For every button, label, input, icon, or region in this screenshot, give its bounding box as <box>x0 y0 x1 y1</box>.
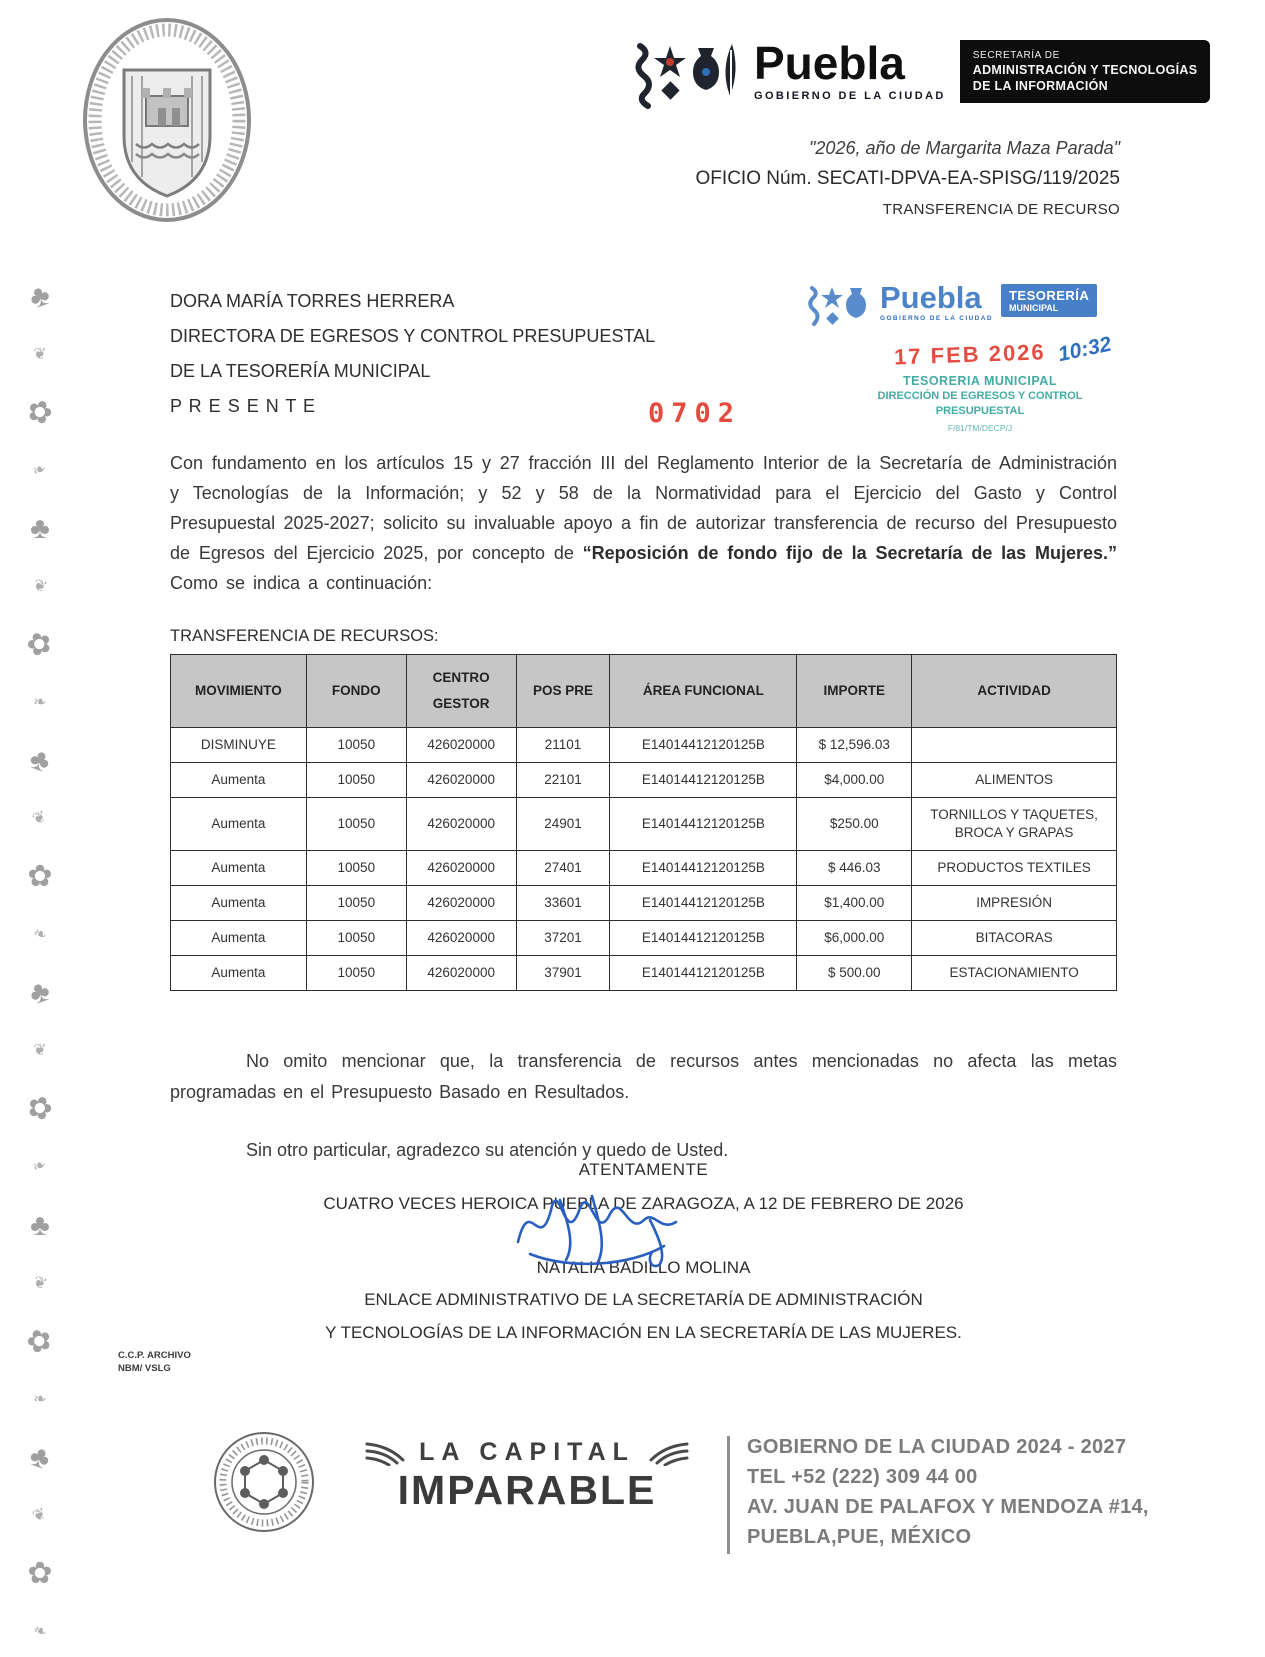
table-cell: $ 12,596.03 <box>797 728 912 763</box>
table-cell: 10050 <box>306 728 406 763</box>
table-cell: 24901 <box>516 798 610 851</box>
signer-title: ENLACE ADMINISTRATIVO DE LA SECRETARÍA DE ADMINISTRACIÓN <box>364 1290 923 1309</box>
transfer-table-head <box>171 655 1117 728</box>
table-cell: PRODUCTOS TEXTILES <box>912 851 1117 886</box>
table-cell: E14014412120125B <box>610 851 797 886</box>
talavera-ornament-icon: ♣ <box>25 741 56 780</box>
table-cell: $4,000.00 <box>797 763 912 798</box>
table-cell: $1,400.00 <box>797 886 912 921</box>
signer-title: Y TECNOLOGÍAS DE LA INFORMACIÓN EN LA SECRETARÍA DE LAS MUJERES. <box>325 1323 962 1342</box>
table-cell: 37901 <box>516 956 610 991</box>
talavera-ornament-icon: ♣ <box>24 277 55 316</box>
ccp-block <box>118 1349 191 1375</box>
signer-name: NATALIA BADILLO MOLINA <box>536 1258 751 1277</box>
tesoreria-box-line: TESORERÍA <box>1008 288 1090 303</box>
stamp-office-line: TESORERIA MUNICIPAL <box>903 374 1057 388</box>
table-cell: 10050 <box>306 851 406 886</box>
talavera-ornament-icon: ♣ <box>30 1208 50 1242</box>
table-cell: 27401 <box>516 851 610 886</box>
table-cell: Aumenta <box>171 851 307 886</box>
table-header-cell: ACTIVIDAD <box>912 655 1117 728</box>
footer-phone-line: TEL +52 (222) 309 44 00 <box>747 1466 978 1488</box>
stamp-reference: F/81/TM/DECP/J <box>947 423 1013 433</box>
wing-icon <box>365 1440 409 1466</box>
table-cell: DISMINUYE <box>171 728 307 763</box>
table-header-cell: FONDO <box>306 655 406 728</box>
transfer-table <box>170 654 1117 991</box>
talavera-ornament-icon: ✿ <box>27 1556 53 1590</box>
talavera-ornament-icon: ✿ <box>22 392 58 433</box>
ccp-line: C.C.P. ARCHIVO <box>118 1350 191 1361</box>
received-date-stamp: 17 FEB 2026 <box>893 339 1047 370</box>
talavera-ornament-icon: ❦ <box>30 576 50 597</box>
municipal-coat-of-arms-icon <box>80 12 255 232</box>
table-row <box>171 763 1117 798</box>
recipient-title: DE LA TESORERÍA MUNICIPAL <box>170 361 431 381</box>
table-cell: E14014412120125B <box>610 728 797 763</box>
signature <box>500 1176 700 1276</box>
footer-address-line: AV. JUAN DE PALAFOX Y MENDOZA #14, <box>747 1496 1149 1518</box>
talavera-ornament-icon: ❧ <box>30 924 50 946</box>
body-paragraph-text: Con fundamento en los artículos 15 y 27 fracción III del Reglamento Interior de la Secretaría de Administración y Tecnologías de la Información; y 52 y 58 de la Normatividad para el Ejercicio del Gasto y Control Presupuestal 2025-2027; solicito su invaluable apoyo a fin de autorizar transferencia de recurso del Presupuesto de Egresos del Ejercicio 2025, por concepto de <box>170 453 1117 563</box>
header-meta <box>500 138 1120 218</box>
body-paragraph <box>170 448 1117 598</box>
talavera-ornament-icon: ❧ <box>30 1620 50 1642</box>
closing-paragraph-1: No omito mencionar que, la transferencia de recursos antes mencionadas no afecta las metas programadas en el Presupuesto Basado en Resultados. <box>170 1051 1117 1102</box>
table-cell: 426020000 <box>406 798 516 851</box>
table-cell: 37201 <box>516 921 610 956</box>
table-cell: 10050 <box>306 886 406 921</box>
table-row <box>171 728 1117 763</box>
received-folio-stamp: 0702 <box>648 398 742 429</box>
table-cell: Aumenta <box>171 798 307 851</box>
table-title: TRANSFERENCIA DE RECURSOS: <box>170 627 439 645</box>
talavera-ornament-icon: ✿ <box>22 1321 58 1361</box>
table-cell: ESTACIONAMIENTO <box>912 956 1117 991</box>
left-ornament-border <box>14 277 66 1642</box>
table-cell: $250.00 <box>797 798 912 851</box>
stamp-office-line: PRESUPUESTAL <box>935 405 1025 417</box>
year-legend: "2026, año de Margarita Maza Parada" <box>809 138 1120 158</box>
wing-icon <box>645 1440 689 1466</box>
transfer-table-body <box>171 728 1117 991</box>
table-cell: $ 446.03 <box>797 851 912 886</box>
table-cell: E14014412120125B <box>610 886 797 921</box>
recipient-block <box>170 284 655 424</box>
footer-government-line: GOBIERNO DE LA CIUDAD 2024 - 2027 <box>747 1436 1127 1458</box>
talavera-icons <box>632 36 740 116</box>
talavera-ornament-icon: ❧ <box>33 694 47 712</box>
table-header-cell: ÁREA FUNCIONAL <box>610 655 797 728</box>
table-row <box>171 921 1117 956</box>
table-cell: 426020000 <box>406 886 516 921</box>
table-cell: E14014412120125B <box>610 763 797 798</box>
secretariat-line: DE LA INFORMACIÓN <box>972 79 1108 93</box>
table-cell: 426020000 <box>406 851 516 886</box>
capital-logo-line2: IMPARABLE <box>397 1467 657 1513</box>
tesoreria-box-line: MUNICIPAL <box>1008 303 1059 313</box>
talavera-ornament-icon: ♣ <box>30 512 50 546</box>
received-time-handwritten: 10:32 <box>1055 332 1113 367</box>
talavera-ornament-icon: ✿ <box>27 860 53 894</box>
table-cell: 426020000 <box>406 921 516 956</box>
tesoreria-received-stamp <box>806 282 1154 436</box>
talavera-ornament-icon: ♣ <box>25 1438 56 1477</box>
footer-divider <box>727 1436 730 1554</box>
table-cell: 10050 <box>306 798 406 851</box>
table-cell: $6,000.00 <box>797 921 912 956</box>
table-header-cell: CENTRO GESTOR <box>406 655 516 728</box>
table-cell: E14014412120125B <box>610 921 797 956</box>
oficio-number: OFICIO Núm. SECATI-DPVA-EA-SPISG/119/2025 <box>695 168 1120 189</box>
table-row <box>171 886 1117 921</box>
table-cell: Aumenta <box>171 956 307 991</box>
table-cell: Aumenta <box>171 921 307 956</box>
talavera-ornament-icon: ❦ <box>30 808 50 830</box>
table-cell: Aumenta <box>171 763 307 798</box>
stamp-office-line: DIRECCIÓN DE EGRESOS Y CONTROL <box>877 390 1083 402</box>
table-header-cell: MOVIMIENTO <box>171 655 307 728</box>
equality-certification-seal-icon <box>212 1430 316 1534</box>
secretariat-line: SECRETARÍA DE <box>972 50 1060 61</box>
stamp-wordmark <box>880 282 993 322</box>
table-row <box>171 798 1117 851</box>
table-cell: ALIMENTOS <box>912 763 1117 798</box>
table-cell: 426020000 <box>406 728 516 763</box>
header-brand <box>632 36 1210 116</box>
secretariat-box <box>960 40 1211 103</box>
puebla-wordmark <box>754 37 946 102</box>
table-cell: $ 500.00 <box>797 956 912 991</box>
table-row <box>171 956 1117 991</box>
table-cell <box>912 728 1117 763</box>
talavera-ornament-icon: ❧ <box>33 1390 47 1408</box>
recipient-title: DIRECTORA DE EGRESOS Y CONTROL PRESUPUESTAL <box>170 326 656 346</box>
table-cell: 426020000 <box>406 956 516 991</box>
stamp-puebla-text: Puebla <box>880 280 982 315</box>
presente-line: P R E S E N T E <box>170 396 317 416</box>
talavera-ornament-icon: ❦ <box>33 346 47 364</box>
puebla-logo-subtitle: GOBIERNO DE LA CIUDAD <box>754 90 946 102</box>
table-cell: 426020000 <box>406 763 516 798</box>
footer-address-line: PUEBLA,PUE, MÉXICO <box>747 1526 972 1548</box>
body-paragraph-text: Como se indica a continuación: <box>170 573 433 593</box>
table-cell: BITACORAS <box>912 921 1117 956</box>
stamp-date-row <box>893 332 1155 370</box>
talavera-ornament-icon: ✿ <box>22 624 58 665</box>
recipient-name: DORA MARÍA TORRES HERRERA <box>170 291 455 311</box>
talavera-ornament-icon: ✿ <box>22 1089 58 1129</box>
capital-logo-row <box>362 1438 692 1467</box>
la-capital-imparable-logo <box>362 1438 692 1514</box>
closing-paragraph-2: Sin otro particular, agradezco su atención y quedo de Usted. <box>246 1140 729 1160</box>
table-cell: TORNILLOS Y TAQUETES, BROCA Y GRAPAS <box>912 798 1117 851</box>
stamp-brand-row <box>806 282 1154 330</box>
ccp-line: NBM/ VSLG <box>118 1363 171 1374</box>
table-cell: E14014412120125B <box>610 798 797 851</box>
table-header-cell: POS PRE <box>516 655 610 728</box>
table-cell: Aumenta <box>171 886 307 921</box>
stamp-puebla-subtitle: GOBIERNO DE LA CIUDAD <box>880 315 993 322</box>
body-paragraph-bold: “Reposición de fondo fijo de la Secretaría de las Mujeres.” <box>582 543 1117 563</box>
talavera-ornament-icon: ❧ <box>30 1156 50 1178</box>
document-subject: TRANSFERENCIA DE RECURSO <box>882 201 1120 218</box>
table-header-cell: IMPORTE <box>797 655 912 728</box>
place-date-line: CUATRO VECES HEROICA PUEBLA DE ZARAGOZA, A 12 DE FEBRERO DE 2026 <box>323 1194 964 1213</box>
tesoreria-box <box>1001 284 1097 317</box>
table-cell: IMPRESIÓN <box>912 886 1117 921</box>
tesoreria-stamp-icons <box>806 282 872 330</box>
table-cell: 22101 <box>516 763 610 798</box>
table-cell: 10050 <box>306 956 406 991</box>
capital-logo-line1: LA CAPITAL <box>419 1438 635 1466</box>
table-header-row <box>171 655 1117 728</box>
talavera-ornament-icon: ❦ <box>33 1042 47 1060</box>
table-cell: E14014412120125B <box>610 956 797 991</box>
footer-contact-block <box>747 1432 1149 1552</box>
table-cell: 21101 <box>516 728 610 763</box>
table-row <box>171 851 1117 886</box>
table-cell: 33601 <box>516 886 610 921</box>
table-cell: 10050 <box>306 763 406 798</box>
table-cell: 10050 <box>306 921 406 956</box>
talavera-ornament-icon: ❧ <box>30 460 50 481</box>
talavera-ornament-icon: ♣ <box>24 974 55 1012</box>
stamp-office-block <box>806 374 1154 436</box>
talavera-ornament-icon: ❦ <box>30 1272 50 1294</box>
secretariat-line: ADMINISTRACIÓN Y TECNOLOGÍAS <box>972 63 1198 77</box>
atentamente-line: ATENTAMENTE <box>578 1160 709 1179</box>
puebla-logo-text: Puebla <box>754 37 905 89</box>
talavera-ornament-icon: ❦ <box>30 1504 50 1526</box>
